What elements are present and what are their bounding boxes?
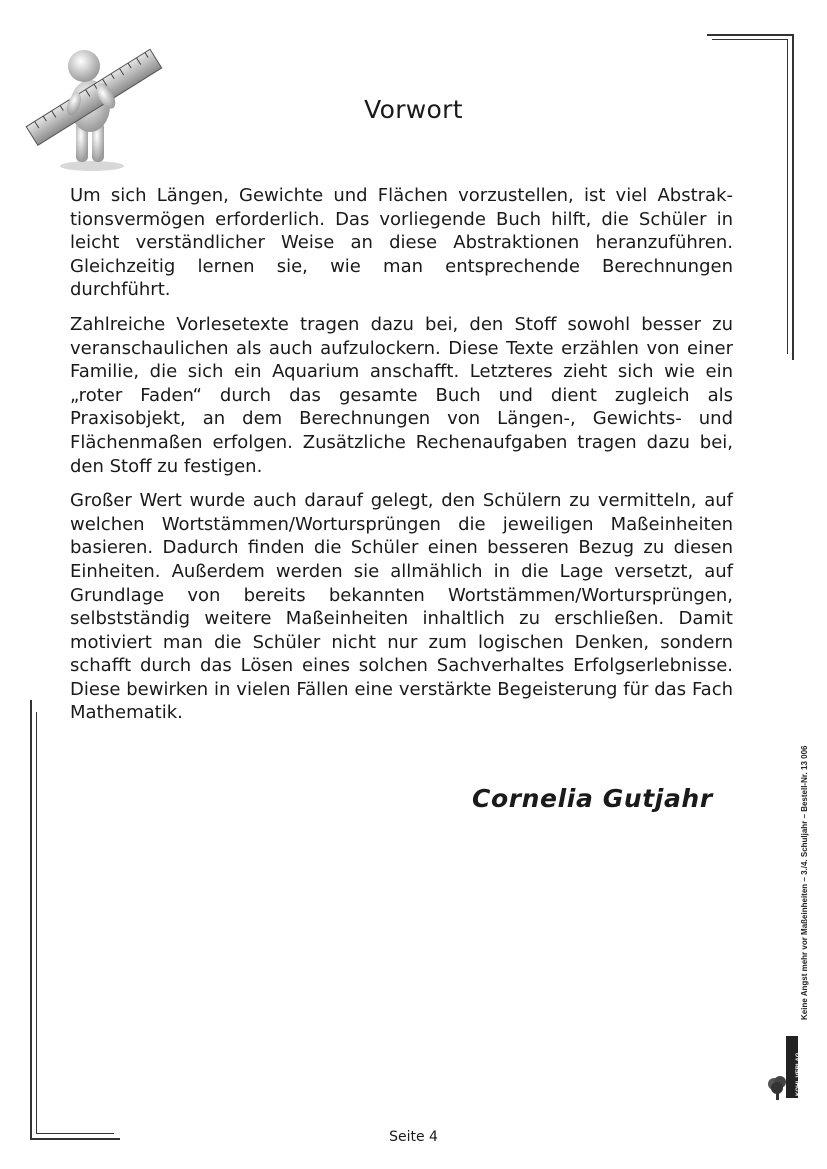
paragraph-3: Großer Wert wurde auch darauf gelegt, den Schülern zu vermitteln, auf welchen Wortstämmen/Wortursprüngen die jeweiligen Maßeinheiten basieren. Dadurch finden die Schüler einen besseren Bezug zu diesen Einheiten. Außerdem werden sie allmählich in die Lage versetzt, auf Grundlage von bereits bekannten Wortstämmen/Wortursprüngen, selbstständig weitere Maßeinheiten inhaltlich zu erschließen. Damit motiviert man die Schüler nicht nur zum logischen Denken, sondern schafft durch das Lösen eines solchen Sachverhaltes Erfolgserlebnisse. Diese bewirken in vielen Fällen eine verstärkte Begeisterung für das Fach Mathematik.	[70, 490, 733, 724]
page-title: Vorwort	[364, 94, 463, 124]
paragraph-1: Um sich Längen, Gewichte und Flächen vorzustellen, ist viel Abstraktionsvermögen erforderlich. Das vorliegende Buch hilft, die Schüler in leicht verständlicher Weise an diese Abstraktionen heranzuführen. Gleichzeitig lernen sie, wie man entsprechende Berechnungen durchführt.	[70, 185, 733, 301]
paragraph-2: Zahlreiche Vorlesetexte tragen dazu bei, den Stoff sowohl besser zu veranschaulichen als auch aufzulockern. Diese Texte erzählen von einer Familie, die sich ein Aquarium anschafft. Letzteres zieht sich wie ein „roter Faden“ durch das gesamte Buch und dient zugleich als Praxisobjekt, an dem Berechnungen von Längen-, Gewichts- und Flächenmaßen erfolgen. Zusätzliche Rechenaufgaben tragen dazu bei, den Stoff zu festigen.	[70, 313, 733, 477]
book-title-sidebar: Keine Angst mehr vor Maßeinheiten – 3./4. Schuljahr – Bestell-Nr. 13 006	[800, 745, 809, 1020]
preface-text	[70, 184, 733, 736]
frame-left-vertical-inner	[36, 712, 37, 1134]
page-number: Seite 4	[389, 1129, 438, 1145]
frame-top-right-horizontal	[707, 34, 793, 36]
tree-icon	[766, 1074, 788, 1102]
frame-right-vertical	[792, 34, 794, 360]
frame-right-vertical-inner	[787, 39, 788, 354]
frame-top-right-horizontal-inner	[712, 39, 787, 40]
frame-left-vertical	[30, 700, 32, 1140]
publisher-name: KOHL VERLAG	[796, 1052, 802, 1096]
author-signature: Cornelia Gutjahr	[472, 784, 713, 813]
